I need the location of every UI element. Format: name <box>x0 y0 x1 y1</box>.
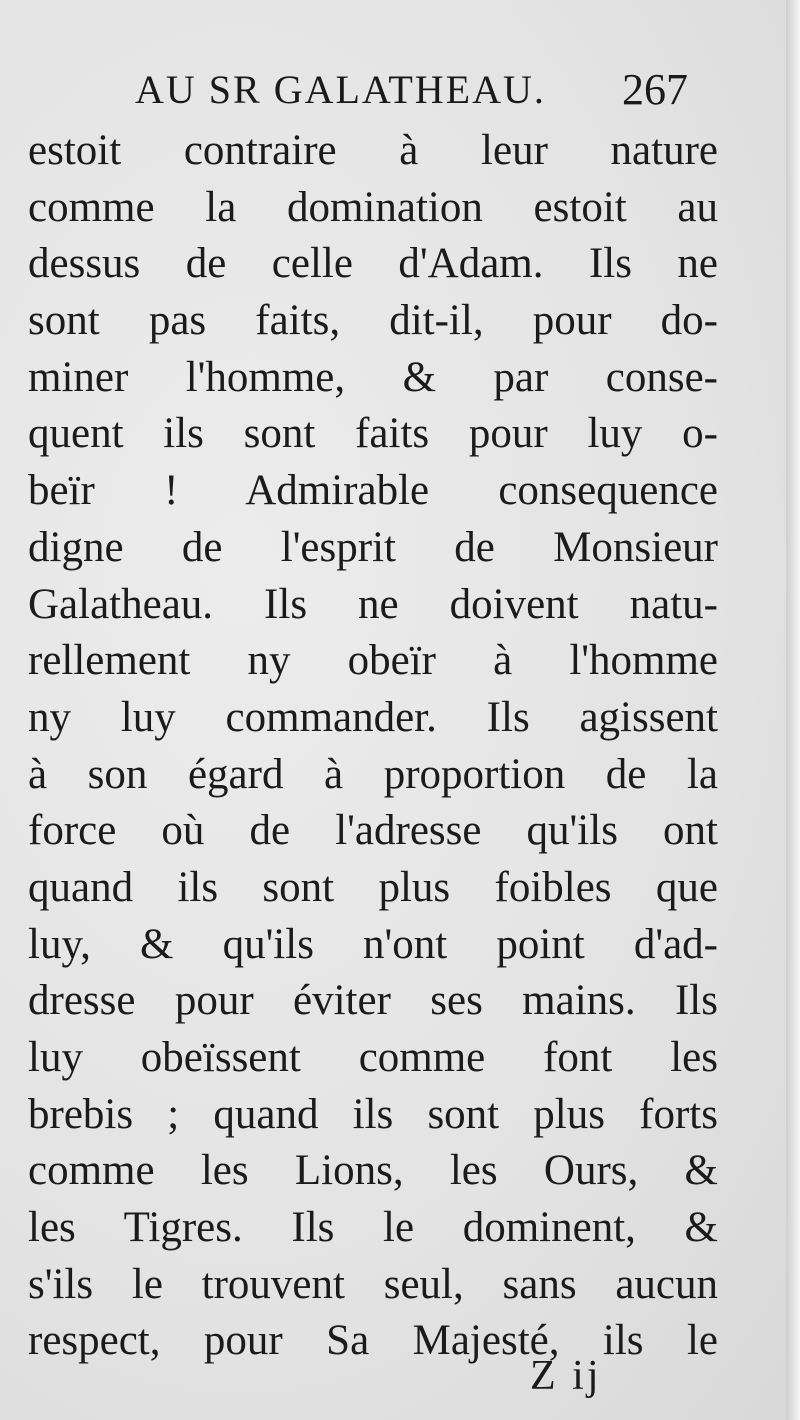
text-line: Galatheau. Ils ne doivent natu- <box>28 580 718 628</box>
text-line: comme les Lions, les Ours, & <box>28 1147 718 1195</box>
text-line: dessus de celle d'Adam. Ils ne <box>28 240 718 288</box>
text-line: rellement ny obeïr à l'homme <box>28 637 718 685</box>
text-line: ny luy commander. Ils agissent <box>28 693 718 741</box>
text-line: luy, & qu'ils n'ont point d'ad- <box>28 920 718 968</box>
text-line: s'ils le trouvent seul, sans aucun <box>28 1260 718 1308</box>
page-number: 267 <box>622 65 688 114</box>
text-line: sont pas faits, dit-il, pour do- <box>28 297 718 345</box>
body-text <box>28 123 718 1370</box>
running-title: AU SR GALATHEAU. <box>135 67 546 112</box>
text-line: les Tigres. Ils le dominent, & <box>28 1204 718 1252</box>
text-line: beïr ! Admirable consequence <box>28 467 718 515</box>
text-line: brebis ; quand ils sont plus forts <box>28 1090 718 1138</box>
text-line: estoit contraire à leur nature <box>28 127 718 174</box>
text-line: dresse pour éviter ses mains. Ils <box>28 977 718 1025</box>
text-line: luy obeïssent comme font les <box>28 1034 718 1081</box>
text-line: quent ils sont faits pour luy o- <box>28 410 718 458</box>
text-line: à son égard à proportion de la <box>28 750 718 798</box>
text-line: digne de l'esprit de Monsieur <box>28 523 718 571</box>
text-line: force où de l'adresse qu'ils ont <box>28 807 718 855</box>
page-edge <box>786 0 800 1420</box>
text-line: miner l'homme, & par conse- <box>28 353 718 401</box>
text-line: comme la domination estoit au <box>28 183 718 231</box>
signature-mark: Z ij <box>530 1353 602 1399</box>
text-line: respect, pour Sa Majesté, ils le <box>28 1317 718 1365</box>
running-head <box>0 62 800 122</box>
text-line: quand ils sont plus foibles que <box>28 863 718 911</box>
